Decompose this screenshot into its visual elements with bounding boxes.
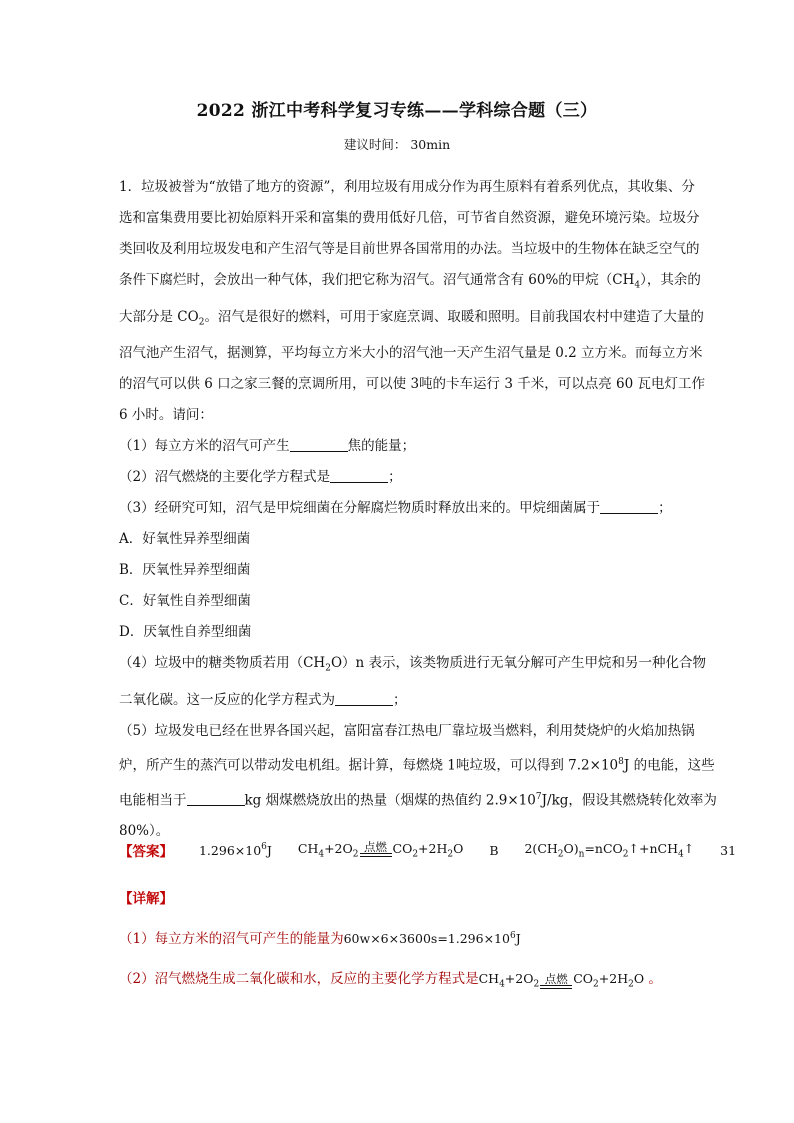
answer-blank[interactable] [335,690,393,706]
question-line: 6 小时。请问： [119,407,213,424]
answer-blank[interactable] [330,467,388,483]
question-line: 选和富集费用要比初始原料开采和富集的费用低好几倍，可节省自然资源，避免环境污染。垃圾分 [119,210,700,226]
question-body [119,172,717,847]
page-title: 2022 浙江中考科学复习专练——学科综合题（三） [196,101,598,121]
answer-blank[interactable] [600,498,658,514]
answer-tag: 【答案】 [119,844,173,860]
sub-question-1: （1）每立方米的沼气可产生 焦的能量； [119,438,416,455]
question-line: 类回收及利用垃圾发电和产生沼气等是目前世界各国常用的办法。当垃圾中的生物体在缺乏空气的 [119,241,700,257]
sub-question-4: （4）垃圾中的糖类物质若用$(CH_2O)n$ 表示，该类物质进行无氧分解可产生甲烷和另一种化合物 [119,655,706,675]
question-line: 1．垃圾被誉为“放错了地方的资源”，利用垃圾有用成分作为再生原料有着系列优点，其收集、分 [119,179,695,195]
answer-1: $1.296\times 10^6J$ [198,841,272,859]
reaction-condition: 点燃 [360,841,392,857]
option-b: B．厌氧性异养型细菌 [119,562,251,579]
question-line: 条件下腐烂时，会放出一种气体，我们把它称为沼气。沼气通常含有 60%的甲烷$(CH_4)$，其余的 [119,272,701,291]
answer-5: 31 [720,842,737,858]
detail-tag: 【详解】 [119,891,173,907]
sub-question-5-cont: 炉，所产生的蒸汽可以带动发电机组。据计算，每燃烧 1吨垃圾，可以得到 $7.2\times 10^8J$ 的电能，这些 [119,757,715,774]
sub-question-5-cont: 电能相当于 kg 烟煤燃烧放出的热量（烟煤的热值约 $2.9\times 10^7J/kg$，假设其燃烧转化效率为 [119,791,717,809]
sub-question-5: （5）垃圾发电已经在世界各国兴起，富阳富春江热电厂靠垃圾当燃料，利用焚烧炉的火焰加热锅 [119,723,695,740]
reaction-condition: 点燃 [540,973,572,989]
sub-question-2: （2）沼气燃烧的主要化学方程式是 ； [119,469,402,486]
question-line: 大部分是 $CO_2$。沼气是很好的燃料，可用于家庭烹调、取暖和照明。目前我国农村中建造了大量的 [119,308,704,328]
sub-question-5-cont: 80%）。 [119,823,170,840]
option-c: C．好氧性自养型细菌 [119,593,251,610]
option-a: A．好氧性异养型细菌 [119,531,251,548]
answer-blank[interactable] [290,436,348,452]
answer-2-equation: $CH_4+2O_2$ 点燃 $CO_2+2H_2O$ [297,840,464,860]
suggested-time: 建议时间： 30min [343,137,451,152]
question-line: 的沼气可以供 6 口之家三餐的烹调所用，可以使 3吨的卡车运行 3 千米，可以点亮 60 瓦电灯工作 [119,376,705,393]
answer-blank[interactable] [187,790,245,806]
question-line: 沼气池产生沼气，据测算，平均每立方米大小的沼气池一天产生沼气量是 0.2 立方米。而每立方米 [119,345,703,362]
detail-line-2: （2）沼气燃烧生成二氧化碳和水，反应的主要化学方程式是$CH_4+2O_2$ 点燃 $CO_2+2H_2O$ 。 [119,971,662,990]
detail-body [119,916,719,1005]
sub-question-3: （3）经研究可知，沼气是甲烷细菌在分解腐烂物质时释放出来的。甲烷细菌属于 ； [119,500,672,517]
answer-4-equation: $2(CH_2O)_n=nCO_2↑+nCH_4↑$ [524,840,695,860]
option-d: D．厌氧性自养型细菌 [119,624,252,641]
answer-row [119,840,737,860]
sub-question-4-cont: 二氧化碳。这一反应的化学方程式为 ； [119,692,407,709]
answer-3: B [489,842,499,858]
detail-line-1: （1）每立方米的沼气可产生的能量为$60w\times 6\times 3600s=1.296\times 10^6J$ [119,931,521,948]
